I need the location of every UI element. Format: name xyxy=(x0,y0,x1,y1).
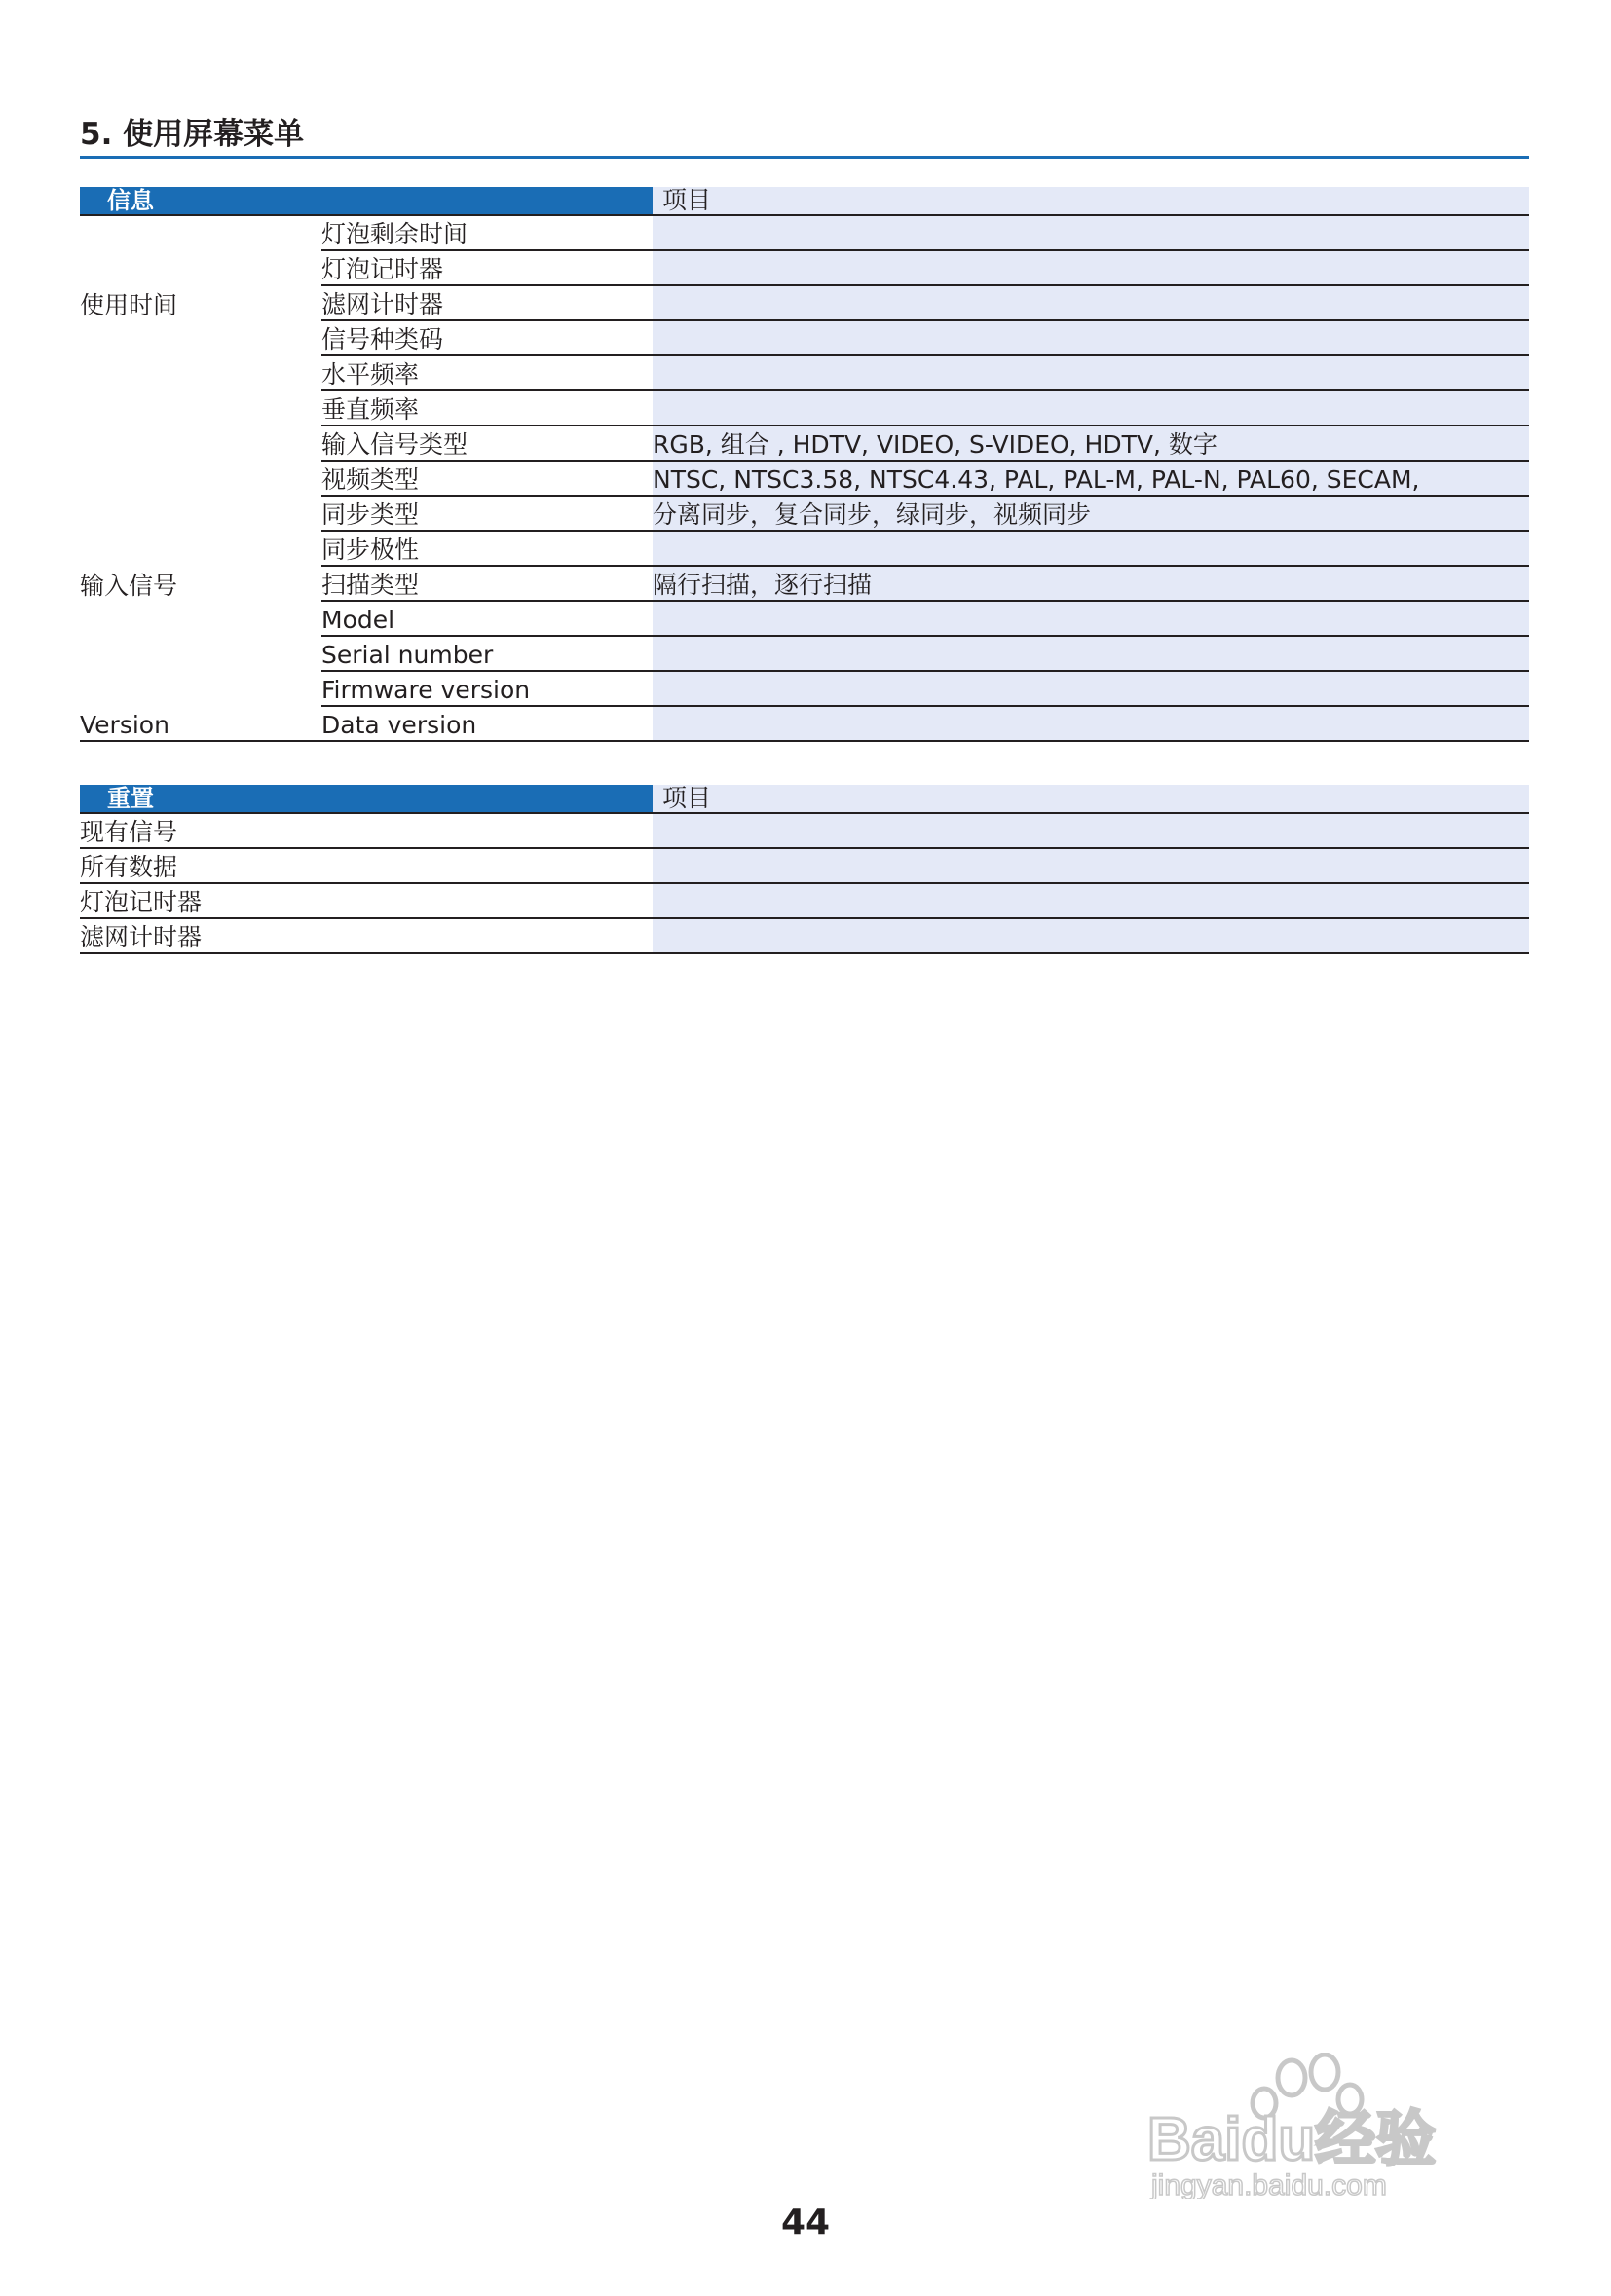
section-title: 5. 使用屏幕菜单 xyxy=(80,117,305,152)
watermark-url-text: jingyan.baidu.com xyxy=(1151,2169,1387,2199)
table-row xyxy=(80,601,1529,636)
reset-item-value xyxy=(653,883,1529,918)
item-label: Data version xyxy=(321,706,653,741)
item-label: 视频类型 xyxy=(321,461,653,496)
item-value: RGB, 组合 , HDTV, VIDEO, S-VIDEO, HDTV, 数字 xyxy=(653,426,1529,461)
item-label: 灯泡记时器 xyxy=(321,250,653,285)
table-row xyxy=(80,215,1529,250)
item-label: 灯泡剩余时间 xyxy=(321,215,653,250)
info-table xyxy=(80,187,1529,742)
item-value xyxy=(653,355,1529,390)
item-value xyxy=(653,671,1529,706)
item-label: 垂直频率 xyxy=(321,390,653,426)
table-row xyxy=(80,848,1529,883)
item-value: 隔行扫描，逐行扫描 xyxy=(653,566,1529,601)
item-label: 滤网计时器 xyxy=(321,285,653,320)
item-value xyxy=(653,215,1529,250)
reset-item-value xyxy=(653,918,1529,953)
reset-item-label: 滤网计时器 xyxy=(80,918,653,953)
table-row xyxy=(80,883,1529,918)
baidu-watermark xyxy=(1147,2053,1517,2199)
section-heading xyxy=(80,113,1529,159)
reset-item-label: 所有数据 xyxy=(80,848,653,883)
item-label: 同步类型 xyxy=(321,496,653,531)
item-value xyxy=(653,531,1529,566)
reset-header-item-label: 项目 xyxy=(653,785,1529,813)
info-table-header xyxy=(80,187,1529,215)
table-row xyxy=(80,813,1529,848)
group-label-input-signal: 输入信号 xyxy=(80,572,178,600)
item-label: Firmware version xyxy=(321,671,653,706)
page-number: 44 xyxy=(780,2203,831,2242)
group-label-usage-time: 使用时间 xyxy=(80,291,178,319)
item-value xyxy=(653,390,1529,426)
item-value xyxy=(653,601,1529,636)
reset-table-header xyxy=(80,785,1529,813)
item-value: NTSC, NTSC3.58, NTSC4.43, PAL, PAL-M, PAL-N, PAL60, SECAM, xyxy=(653,461,1529,496)
item-label: 信号种类码 xyxy=(321,320,653,355)
paw-logo-icon xyxy=(1147,2053,1517,2199)
table-row xyxy=(80,918,1529,953)
reset-table xyxy=(80,785,1529,954)
group-label-version: Version xyxy=(80,601,321,741)
item-value xyxy=(653,636,1529,671)
item-label: 扫描类型 xyxy=(321,566,653,601)
reset-item-label: 灯泡记时器 xyxy=(80,883,653,918)
reset-header-label: 重置 xyxy=(80,785,653,813)
reset-item-label: 现有信号 xyxy=(80,813,653,848)
watermark-brand-text: Baidu经验 xyxy=(1147,2106,1437,2173)
item-label: 水平频率 xyxy=(321,355,653,390)
item-label: Serial number xyxy=(321,636,653,671)
table-row xyxy=(80,320,1529,355)
item-label: Model xyxy=(321,601,653,636)
item-label: 同步极性 xyxy=(321,531,653,566)
item-label: 输入信号类型 xyxy=(321,426,653,461)
item-value xyxy=(653,250,1529,285)
item-value xyxy=(653,320,1529,355)
reset-item-value xyxy=(653,848,1529,883)
reset-item-value xyxy=(653,813,1529,848)
item-value xyxy=(653,706,1529,741)
item-value xyxy=(653,285,1529,320)
info-header-item-label: 项目 xyxy=(653,187,1529,215)
item-value: 分离同步，复合同步，绿同步，视频同步 xyxy=(653,496,1529,531)
info-header-label: 信息 xyxy=(80,187,653,215)
